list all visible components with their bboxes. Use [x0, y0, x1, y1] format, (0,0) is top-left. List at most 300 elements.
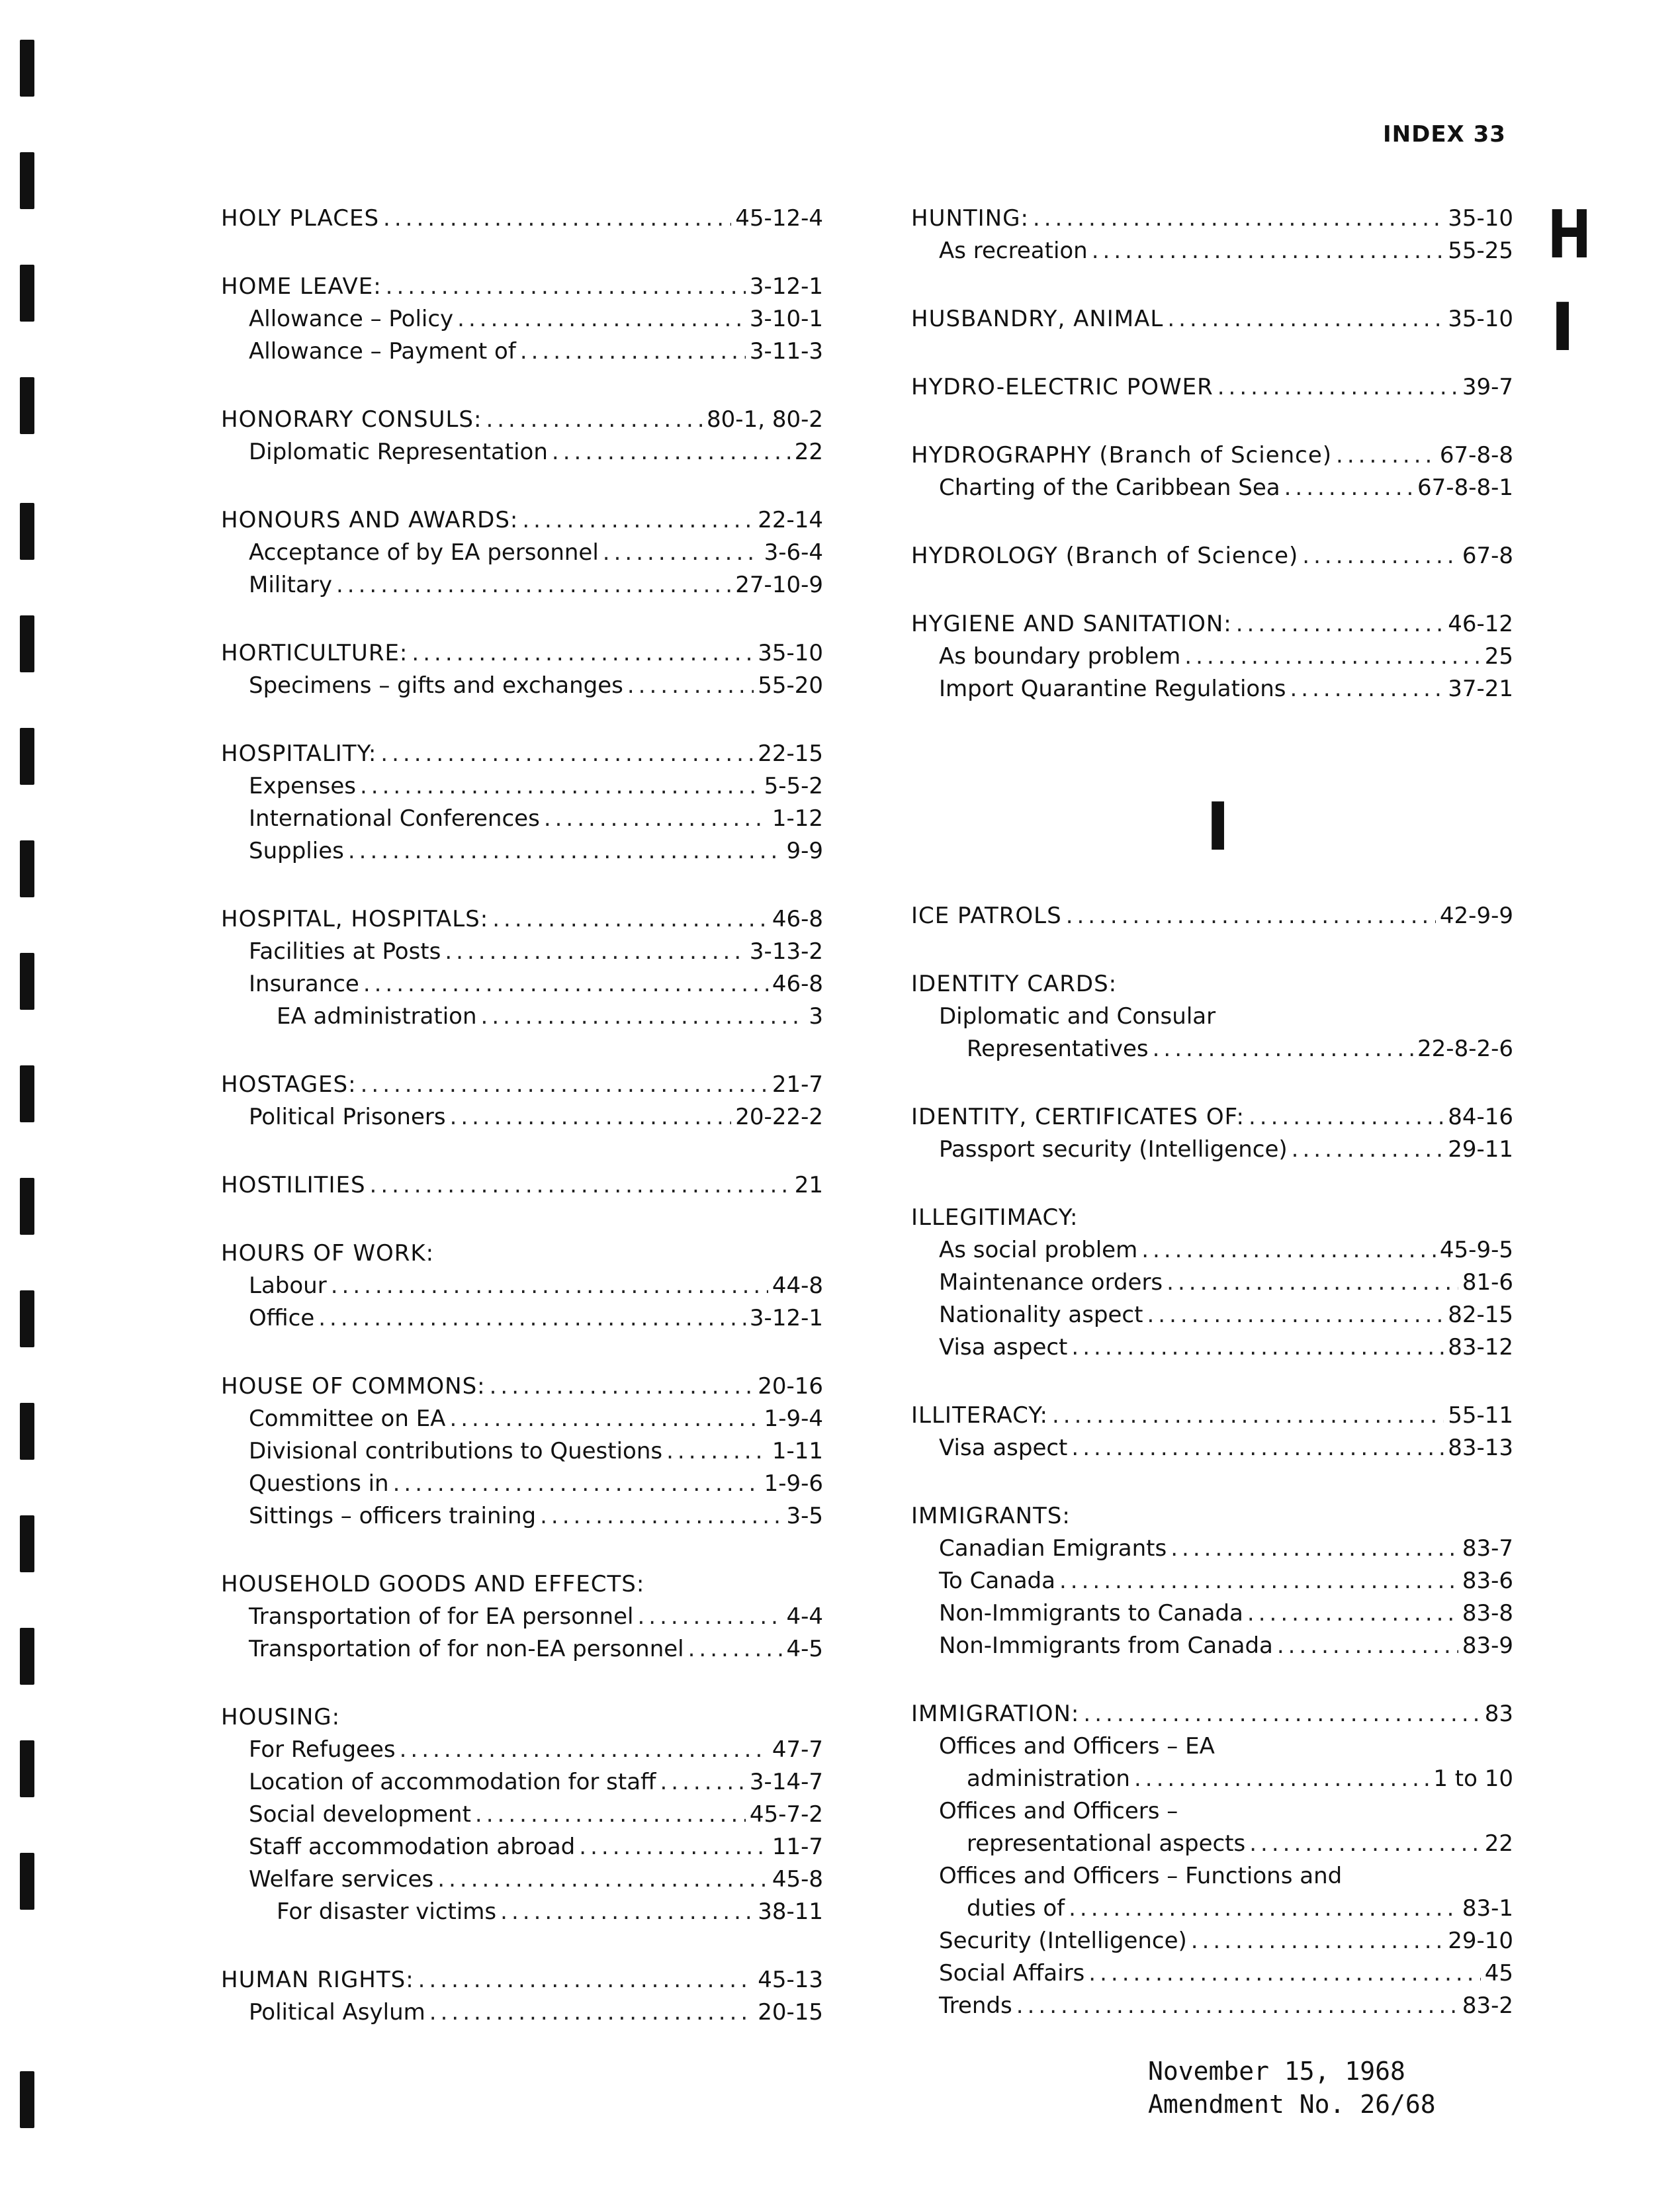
index-group [221, 202, 823, 235]
entry-text: HORTICULTURE: [221, 640, 408, 666]
entry-text: Transportation of for non-EA personnel [249, 1636, 684, 1662]
dot-leader [1290, 673, 1444, 705]
index-subentry [911, 1957, 1513, 1990]
index-heading [221, 1568, 823, 1601]
dot-leader [1092, 235, 1444, 267]
index-heading [911, 439, 1513, 472]
index-heading [221, 404, 823, 436]
dot-leader [688, 1633, 783, 1666]
page-reference: 37-21 [1448, 676, 1513, 702]
dot-leader [1191, 1925, 1444, 1957]
index-subentry [221, 1403, 823, 1435]
entry-text: Offices and Officers – EA [939, 1733, 1215, 1760]
page-reference: 21 [794, 1172, 823, 1198]
page-reference: 3-5 [786, 1503, 823, 1529]
dot-leader [386, 271, 746, 303]
index-subentry [911, 1597, 1513, 1630]
index-subentry [911, 673, 1513, 705]
page-reference: 44-8 [772, 1272, 823, 1299]
index-column-left [221, 202, 823, 2065]
entry-text: Divisional contributions to Questions [249, 1438, 663, 1464]
page-reference: 35-10 [1448, 205, 1513, 232]
dot-leader [603, 537, 760, 569]
page-reference: 20-22-2 [735, 1104, 823, 1130]
index-subentry [911, 1763, 1513, 1795]
dot-leader [360, 770, 760, 803]
dot-leader [1184, 641, 1480, 673]
page-reference: 47-7 [772, 1736, 823, 1763]
index-group [911, 371, 1513, 404]
dot-leader [318, 1302, 746, 1335]
entry-text: HOLY PLACES [221, 205, 380, 232]
dot-leader [1336, 439, 1436, 472]
index-subentry [221, 569, 823, 602]
dot-leader [1167, 303, 1444, 335]
index-group [911, 968, 1513, 1065]
index-heading [911, 303, 1513, 335]
dot-leader [1083, 1698, 1480, 1730]
dot-leader [370, 1169, 791, 1202]
dot-leader [1277, 1630, 1458, 1662]
index-heading [221, 1370, 823, 1403]
index-heading [911, 1500, 1513, 1533]
page-reference: 35-10 [1448, 306, 1513, 332]
entry-text: IDENTITY, CERTIFICATES OF: [911, 1104, 1245, 1130]
entry-text: As boundary problem [939, 643, 1181, 670]
page-reference: 67-8-8-1 [1417, 474, 1513, 501]
index-subentry [911, 1533, 1513, 1565]
page-reference: 9-9 [786, 838, 823, 864]
index-subentry [221, 1001, 823, 1033]
entry-text: EA administration [277, 1003, 477, 1030]
index-heading [221, 202, 823, 235]
index-group [221, 1568, 823, 1666]
page-reference: 45-8 [772, 1866, 823, 1893]
dot-leader [500, 1896, 754, 1928]
page-reference: 3-11-3 [749, 338, 823, 365]
dot-leader [1071, 1331, 1444, 1364]
entry-text: Insurance [249, 971, 359, 997]
page-reference: 55-25 [1448, 238, 1513, 264]
dot-leader [481, 1001, 805, 1033]
entry-text: Non-Immigrants from Canada [939, 1632, 1273, 1659]
entry-text: administration [967, 1765, 1130, 1792]
dot-leader [1249, 1828, 1481, 1860]
dot-leader [627, 670, 754, 702]
binding-hole [20, 1853, 34, 1910]
dot-leader [637, 1601, 782, 1633]
entry-text: HOME LEAVE: [221, 273, 382, 300]
entry-text: Canadian Emigrants [939, 1535, 1167, 1562]
entry-text: To Canada [939, 1568, 1055, 1594]
dot-leader [475, 1799, 746, 1831]
entry-text: HONOURS AND AWARDS: [221, 507, 519, 533]
dot-leader [393, 1468, 760, 1500]
dot-leader [1059, 1565, 1458, 1597]
index-subentry [911, 1331, 1513, 1364]
entry-text: As recreation [939, 238, 1088, 264]
page-reference: 22 [1484, 1830, 1513, 1857]
entry-text: HOUSE OF COMMONS: [221, 1373, 486, 1400]
index-heading [911, 540, 1513, 572]
dot-leader [437, 1863, 768, 1896]
index-subentry [221, 1996, 823, 2029]
page-header: INDEX 33 [1383, 121, 1506, 148]
entry-text: Questions in [249, 1470, 389, 1497]
page-reference: 29-11 [1448, 1136, 1513, 1163]
index-heading [221, 1964, 823, 1996]
index-column-right-i [911, 900, 1513, 2058]
page-reference: 45-9-5 [1439, 1237, 1513, 1263]
index-subentry [221, 1766, 823, 1799]
index-subentry [221, 1270, 823, 1302]
index-group [221, 1169, 823, 1202]
entry-text: Allowance – Payment of [249, 338, 516, 365]
dot-leader [336, 569, 731, 602]
dot-leader [1134, 1763, 1429, 1795]
entry-text: HUSBANDRY, ANIMAL [911, 306, 1164, 332]
page-reference: 83-7 [1462, 1535, 1513, 1562]
index-heading [221, 637, 823, 670]
index-heading [911, 968, 1513, 1001]
index-subentry [911, 1432, 1513, 1464]
index-subentry [221, 303, 823, 335]
index-subentry [911, 1565, 1513, 1597]
dot-leader [1284, 472, 1413, 504]
page-reference: 25 [1484, 643, 1513, 670]
index-heading [911, 1400, 1513, 1432]
binding-hole [20, 840, 34, 897]
page-reference: 83-2 [1462, 1992, 1513, 2019]
page-reference: 83 [1484, 1701, 1513, 1727]
index-group [911, 1400, 1513, 1464]
index-heading [911, 1101, 1513, 1134]
page-reference: 20-15 [758, 1999, 823, 2026]
page-reference: 82-15 [1448, 1302, 1513, 1328]
index-subentry [221, 670, 823, 702]
dot-leader [1217, 371, 1458, 404]
index-group [911, 303, 1513, 335]
entry-text: Nationality aspect [939, 1302, 1143, 1328]
entry-text: duties of [967, 1895, 1065, 1922]
entry-text: Staff accommodation abroad [249, 1834, 576, 1860]
page-reference: 22-14 [758, 507, 823, 533]
entry-text: IMMIGRANTS: [911, 1503, 1071, 1529]
page-reference: 3 [809, 1003, 823, 1030]
page-reference: 1-11 [772, 1438, 823, 1464]
dot-leader [1088, 1957, 1480, 1990]
index-subentry [911, 1828, 1513, 1860]
index-heading [221, 1169, 823, 1202]
binding-hole [20, 1628, 34, 1685]
page-reference: 1-12 [772, 805, 823, 832]
page-reference: 3-12-1 [749, 1305, 823, 1331]
index-heading [911, 371, 1513, 404]
dot-leader [1052, 1400, 1444, 1432]
entry-text: International Conferences [249, 805, 540, 832]
page-reference: 42-9-9 [1439, 903, 1513, 929]
index-subentry [221, 1468, 823, 1500]
amendment-footer [1148, 2055, 1436, 2121]
section-letter-i: I [1206, 788, 1231, 866]
page-reference: 80-1, 80-2 [707, 406, 823, 433]
entry-text: Charting of the Caribbean Sea [939, 474, 1280, 501]
page-reference: 45-12-4 [735, 205, 823, 232]
index-heading [911, 1698, 1513, 1730]
page-reference: 5-5-2 [764, 773, 823, 799]
entry-text: As social problem [939, 1237, 1138, 1263]
index-group [221, 1964, 823, 2029]
index-group [911, 202, 1513, 267]
index-subentry [221, 335, 823, 368]
dot-leader [1069, 1893, 1458, 1925]
index-group [221, 1370, 823, 1533]
page-reference: 83-6 [1462, 1568, 1513, 1594]
entry-text: Offices and Officers – [939, 1798, 1178, 1824]
entry-text: HYDRO-ELECTRIC POWER [911, 374, 1214, 400]
entry-text: Trends [939, 1992, 1012, 2019]
entry-text: For Refugees [249, 1736, 396, 1763]
index-group [221, 1701, 823, 1928]
dot-leader [449, 1403, 760, 1435]
page-reference: 83-13 [1448, 1435, 1513, 1461]
page-reference: 1 to 10 [1433, 1765, 1513, 1792]
dot-leader [380, 738, 754, 770]
index-subentry [221, 835, 823, 868]
entry-text: Sittings – officers training [249, 1503, 537, 1529]
index-subentry [911, 235, 1513, 267]
entry-text: HONORARY CONSULS: [221, 406, 482, 433]
dot-leader [1171, 1533, 1458, 1565]
page-reference: 3-13-2 [749, 938, 823, 965]
entry-text: ICE PATROLS [911, 903, 1062, 929]
index-group [221, 637, 823, 702]
page-reference: 4-4 [786, 1603, 823, 1630]
dot-leader [1147, 1299, 1444, 1331]
entry-text: HOSTAGES: [221, 1071, 357, 1098]
section-letter-i-side: I [1550, 289, 1575, 366]
entry-text: Non-Immigrants to Canada [939, 1600, 1243, 1627]
index-group [221, 903, 823, 1033]
entry-text: Supplies [249, 838, 344, 864]
index-group [221, 271, 823, 368]
dot-leader [666, 1435, 768, 1468]
index-subentry [221, 968, 823, 1001]
index-heading [221, 1237, 823, 1270]
index-subentry [221, 1734, 823, 1766]
page-reference: 46-8 [772, 906, 823, 932]
index-group [221, 404, 823, 469]
entry-text: Labour [249, 1272, 327, 1299]
binding-hole [20, 1178, 34, 1235]
dot-leader [492, 903, 768, 936]
dot-leader [1141, 1234, 1436, 1267]
dot-leader [383, 202, 731, 235]
binding-hole [20, 2071, 34, 2128]
index-heading [911, 900, 1513, 932]
entry-text: Facilities at Posts [249, 938, 441, 965]
dot-leader [1167, 1267, 1458, 1299]
dot-leader [361, 1069, 768, 1101]
index-subentry [221, 770, 823, 803]
dot-leader [363, 968, 768, 1001]
index-subentry [911, 1267, 1513, 1299]
entry-text: Office [249, 1305, 315, 1331]
index-group [911, 1698, 1513, 2022]
index-group [911, 1202, 1513, 1364]
dot-leader [486, 404, 703, 436]
dot-leader [660, 1766, 745, 1799]
entry-text: Political Asylum [249, 1999, 425, 2026]
page-reference: 29-10 [1448, 1928, 1513, 1954]
index-subentry [221, 1500, 823, 1533]
section-letter-h: H [1547, 196, 1592, 273]
entry-text: Diplomatic and Consular [939, 1003, 1216, 1030]
page-reference: 11-7 [772, 1834, 823, 1860]
index-subentry [911, 472, 1513, 504]
dot-leader [522, 504, 754, 537]
index-subentry [911, 1234, 1513, 1267]
entry-text: HOSPITALITY: [221, 740, 377, 767]
page-reference: 45 [1484, 1960, 1513, 1986]
dot-leader [1033, 202, 1444, 235]
page-reference: 83-1 [1462, 1895, 1513, 1922]
dot-leader [429, 1996, 754, 2029]
footer-amendment: Amendment No. 26/68 [1148, 2090, 1436, 2119]
dot-leader [457, 303, 746, 335]
binding-hole [20, 152, 34, 209]
entry-text: Representatives [967, 1036, 1149, 1062]
entry-text: Visa aspect [939, 1334, 1068, 1361]
index-subentry [911, 1033, 1513, 1065]
page-reference: 1-9-6 [764, 1470, 823, 1497]
index-group [221, 1237, 823, 1335]
page-reference: 39-7 [1462, 374, 1513, 400]
entry-text: HYDROGRAPHY (Branch of Science) [911, 442, 1333, 469]
dot-leader [490, 1370, 754, 1403]
entry-text: Social Affairs [939, 1960, 1085, 1986]
entry-text: HYGIENE AND SANITATION: [911, 611, 1232, 637]
entry-text: Welfare services [249, 1866, 434, 1893]
index-group [911, 439, 1513, 504]
entry-text: Security (Intelligence) [939, 1928, 1187, 1954]
entry-text: Social development [249, 1801, 471, 1828]
entry-text: Offices and Officers – Functions and [939, 1863, 1343, 1889]
entry-text: Specimens – gifts and exchanges [249, 672, 623, 699]
index-subentry [911, 1299, 1513, 1331]
dot-leader [348, 835, 783, 868]
index-subentry [221, 1633, 823, 1666]
dot-leader [450, 1101, 732, 1134]
entry-text: IMMIGRATION: [911, 1701, 1080, 1727]
page-reference: 83-9 [1462, 1632, 1513, 1659]
entry-text: HUMAN RIGHTS: [221, 1967, 414, 1993]
dot-leader [544, 803, 768, 835]
index-subentry [911, 1893, 1513, 1925]
entry-text: Political Prisoners [249, 1104, 446, 1130]
entry-text: IDENTITY CARDS: [911, 971, 1118, 997]
binding-hole [20, 615, 34, 672]
index-heading [221, 738, 823, 770]
index-subentry [221, 1863, 823, 1896]
entry-text: HOURS OF WORK: [221, 1240, 435, 1267]
index-subentry [911, 1990, 1513, 2022]
page-reference: 84-16 [1448, 1104, 1513, 1130]
index-group [911, 540, 1513, 572]
dot-leader [1066, 900, 1436, 932]
page-reference: 3-10-1 [749, 306, 823, 332]
index-subentry [221, 803, 823, 835]
page-reference: 55-20 [758, 672, 823, 699]
index-heading [221, 504, 823, 537]
index-subentry [911, 1630, 1513, 1662]
index-subentry [221, 1799, 823, 1831]
entry-text: Passport security (Intelligence) [939, 1136, 1288, 1163]
index-subentry [221, 936, 823, 968]
page-reference: 67-8 [1462, 543, 1513, 569]
binding-hole [20, 503, 34, 560]
page-reference: 22-15 [758, 740, 823, 767]
page-reference: 83-12 [1448, 1334, 1513, 1361]
binding-hole [20, 1065, 34, 1122]
binding-hole [20, 1515, 34, 1572]
page-reference: 3-14-7 [749, 1769, 823, 1795]
page-reference: 46-8 [772, 971, 823, 997]
index-subentry [221, 1302, 823, 1335]
index-subentry [221, 1435, 823, 1468]
binding-hole [20, 1403, 34, 1460]
index-group [221, 504, 823, 602]
dot-leader [540, 1500, 782, 1533]
index-subentry [911, 1134, 1513, 1166]
page-reference: 83-8 [1462, 1600, 1513, 1627]
entry-text: Acceptance of by EA personnel [249, 539, 599, 566]
binding-hole [20, 728, 34, 785]
dot-leader [400, 1734, 768, 1766]
entry-text: Import Quarantine Regulations [939, 676, 1286, 702]
page-reference: 4-5 [786, 1636, 823, 1662]
entry-text: representational aspects [967, 1830, 1246, 1857]
entry-text: Diplomatic Representation [249, 439, 548, 465]
index-heading [911, 202, 1513, 235]
entry-text: Military [249, 572, 332, 598]
index-heading [911, 1202, 1513, 1234]
entry-text: Maintenance orders [939, 1269, 1163, 1296]
dot-leader [331, 1270, 768, 1302]
index-heading [221, 1069, 823, 1101]
index-subentry [911, 1795, 1513, 1828]
index-subentry [221, 1831, 823, 1863]
page-reference: 22 [794, 439, 823, 465]
entry-text: HYDROLOGY (Branch of Science) [911, 543, 1299, 569]
entry-text: HOSPITAL, HOSPITALS: [221, 906, 489, 932]
page-reference: 45-7-2 [749, 1801, 823, 1828]
index-group [911, 608, 1513, 705]
page-reference: 38-11 [758, 1898, 823, 1925]
index-subentry [911, 641, 1513, 673]
entry-text: Expenses [249, 773, 356, 799]
index-heading [221, 271, 823, 303]
index-subentry [221, 436, 823, 469]
index-heading [911, 608, 1513, 641]
index-group [911, 1500, 1513, 1662]
binding-hole [20, 953, 34, 1010]
index-group [911, 1101, 1513, 1166]
entry-text: For disaster victims [277, 1898, 497, 1925]
binding-hole [20, 1290, 34, 1347]
entry-text: ILLITERACY: [911, 1402, 1048, 1429]
entry-text: Allowance – Policy [249, 306, 454, 332]
